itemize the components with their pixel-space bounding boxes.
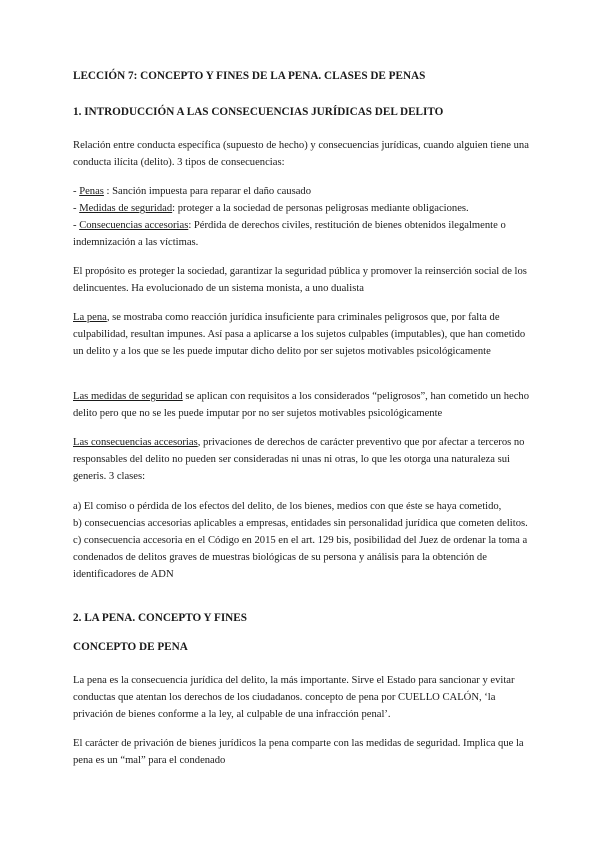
term-penas: Penas	[79, 186, 104, 197]
classes-list	[73, 498, 533, 583]
term-la-pena: La pena	[73, 312, 107, 323]
list-item: - Penas : Sanción impuesta para reparar el daño causado	[73, 186, 311, 197]
term-consecuencias: Consecuencias accesorias	[79, 220, 189, 231]
list-item: b) consecuencias accesorias aplicables a empresas, entidades sin personalidad jurídica que cometen delitos.	[73, 518, 528, 529]
list-item: - Medidas de seguridad: proteger a la sociedad de personas peligrosas mediante obligaciones.	[73, 203, 469, 214]
purpose-paragraph: El propósito es proteger la sociedad, garantizar la seguridad pública y promover la reinserción social de los delincuentes. Ha evolucionado de un sistema monista, a uno dualista	[73, 266, 527, 294]
concepto-paragraph-1: La pena es la consecuencia jurídica del delito, la más importante. Sirve el Estado para sancionar y evitar conductas que atentan los derechos de los ciudadanos. concepto de pena por CUELLO CALÓN, ‘la privación de bienes conforme a la ley, al culpable de una infracción penal’.	[73, 675, 515, 720]
section-1-heading: 1. INTRODUCCIÓN A LAS CONSECUENCIAS JURÍDICAS DEL DELITO	[73, 106, 444, 118]
list-item: c) consecuencia accesoria en el Código en 2015 en el art. 129 bis, posibilidad del Juez de ordenar la toma a condenados de delitos graves de muestras biológicas de su persona y análisis para la obtención de identificadores de ADN	[73, 535, 528, 580]
intro-paragraph: Relación entre conducta específica (supuesto de hecho) y consecuencias jurídicas, cuando alguien tiene una conducta ilícita (delito). 3 tipos de consecuencias:	[73, 140, 529, 168]
term-consecuencias-accesorias: Las consecuencias accesorias	[73, 437, 198, 448]
term-medidas: Medidas de seguridad	[79, 203, 173, 214]
section-2-heading: 2. LA PENA. CONCEPTO Y FINES	[73, 612, 247, 624]
list-item: a) El comiso o pérdida de los efectos del delito, de los bienes, medios con que éste se haya cometido,	[73, 501, 502, 512]
concepto-paragraph-2: El carácter de privación de bienes jurídicos la pena comparte con las medidas de seguridad. Implica que la pena es un “mal” para el condenado	[73, 738, 524, 766]
concepto-heading: CONCEPTO DE PENA	[73, 641, 188, 653]
accesorias-paragraph: Las consecuencias accesorias, privaciones de derechos de carácter preventivo que por afectar a terceros no responsables del delito no pueden ser consideradas ni unas ni otras, lo que les otorga una naturaleza sui generis. 3 clases:	[73, 437, 525, 482]
list-item: - Consecuencias accesorias: Pérdida de derechos civiles, restitución de bienes obtenidos ilegalmente o indemnización a las víctimas.	[73, 220, 506, 248]
medidas-paragraph: Las medidas de seguridad se aplican con requisitos a los considerados “peligrosos”, han cometido un hecho delito pero que no se les puede imputar por no ser sujetos motivables psicológicamente	[73, 391, 529, 419]
consequence-types-list	[73, 183, 533, 251]
term-medidas-seguridad: Las medidas de seguridad	[73, 391, 183, 402]
pena-paragraph: La pena, se mostraba como reacción jurídica insuficiente para criminales peligrosos que, por falta de culpabilidad, resultan impunes. Así pasa a aplicarse a los sujetos culpables (imputables), que han cometido un delito y a los que se les puede imputar dicho delito por ser sujetos motivables psicológicamente	[73, 312, 526, 357]
document-title: LECCIÓN 7: CONCEPTO Y FINES DE LA PENA. CLASES DE PENAS	[73, 70, 426, 82]
